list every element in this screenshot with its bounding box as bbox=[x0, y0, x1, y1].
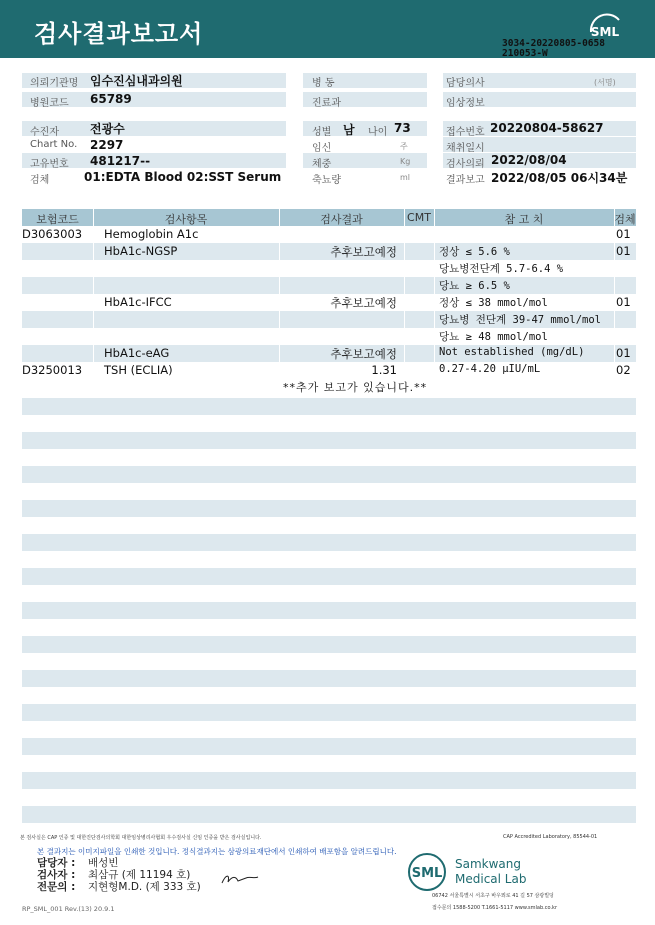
hospital-code-label: 병원코드 bbox=[30, 98, 69, 109]
specialist-name: 지현형M.D. (제 333 호) bbox=[88, 881, 201, 893]
header-cmt: CMT bbox=[407, 211, 431, 224]
chart-no-value: 2297 bbox=[90, 138, 124, 152]
cell-reference: 당뇨병전단계 5.7-6.4 % bbox=[439, 263, 564, 275]
weight-unit: Kg bbox=[400, 157, 411, 166]
specimen-value: 01:EDTA Blood 02:SST Serum bbox=[84, 170, 282, 184]
weight-label: 체중 bbox=[312, 159, 332, 170]
receipt-label: 접수번호 bbox=[446, 127, 485, 138]
cell-specimen: 01 bbox=[616, 227, 631, 241]
ward-label: 병 동 bbox=[312, 78, 335, 89]
table-row-stripe bbox=[22, 585, 636, 602]
table-row-stripe bbox=[22, 534, 636, 551]
table-row-stripe bbox=[22, 619, 636, 636]
table-row-stripe bbox=[22, 398, 636, 415]
cell-test-item: HbA1c-eAG bbox=[104, 346, 170, 360]
manager-name: 배성빈 bbox=[88, 857, 119, 869]
table-row-stripe bbox=[22, 704, 636, 721]
table-row-stripe bbox=[22, 738, 636, 755]
request-date: 2022/08/04 bbox=[491, 153, 567, 167]
column-divider bbox=[404, 226, 405, 396]
institution-value: 임수진심내과의원 bbox=[90, 74, 183, 88]
institution-label: 의뢰기관명 bbox=[30, 78, 79, 89]
report-title: 검사결과보고서 bbox=[34, 20, 204, 48]
cell-reference: 당뇨 ≥ 6.5 % bbox=[439, 280, 510, 292]
column-divider bbox=[93, 226, 94, 396]
table-row-stripe bbox=[22, 415, 636, 432]
request-label: 검사의뢰 bbox=[446, 159, 485, 170]
cell-reference: Not established (mg/dL) bbox=[439, 346, 585, 358]
pregnancy-unit: 주 bbox=[400, 142, 408, 151]
report-id-line-2: 210053-W bbox=[502, 48, 548, 59]
lab-contact: 접수문의 1588-5200 T.1661-5117 www.smlab.co.kr bbox=[432, 905, 557, 911]
header-reference: 참 고 치 bbox=[504, 213, 544, 226]
cell-specimen: 01 bbox=[616, 346, 631, 360]
collect-label: 채취일시 bbox=[446, 143, 485, 154]
svg-text:SML: SML bbox=[411, 866, 443, 881]
patient-name: 전광수 bbox=[90, 122, 125, 136]
clinical-info-label: 임상정보 bbox=[446, 98, 485, 109]
cell-result: 추후보고예정 bbox=[330, 296, 397, 310]
cap-accreditation: CAP Accredited Laboratory, 85544-01 bbox=[503, 834, 598, 840]
cell-reference: 당뇨병 전단계 39-47 mmol/mol bbox=[439, 314, 602, 326]
svg-text:Medical Lab: Medical Lab bbox=[455, 872, 527, 886]
lab-address: 06742 서울특별시 서초구 바우뫼로 41 길 57 삼광빌딩 bbox=[432, 893, 554, 899]
table-row-stripe bbox=[22, 568, 636, 585]
cell-reference: 정상 ≤ 5.6 % bbox=[439, 246, 510, 258]
cell-insurance-code: D3250013 bbox=[22, 363, 83, 377]
specimen-label: 검체 bbox=[30, 175, 50, 186]
accreditation-note: 본 검사실은 CAP 인증 및 대한진단검사의학회 대한임상병리사협회 우수검사실 신임 인증을 받은 검사실입니다. bbox=[20, 835, 262, 841]
svg-text:Samkwang: Samkwang bbox=[455, 857, 521, 871]
table-row-stripe bbox=[22, 772, 636, 789]
cell-test-item: HbA1c-NGSP bbox=[104, 244, 178, 258]
table-row-stripe bbox=[22, 517, 636, 534]
hospital-code-value: 65789 bbox=[90, 92, 132, 106]
table-row-stripe bbox=[22, 466, 636, 483]
signature-icon bbox=[220, 870, 260, 886]
info-bar bbox=[22, 121, 286, 136]
column-divider bbox=[434, 226, 435, 396]
chart-no-label: Chart No. bbox=[30, 139, 78, 150]
cell-test-item: Hemoglobin A1c bbox=[104, 227, 199, 241]
doctor-signature-note: (서명) bbox=[594, 78, 616, 87]
receipt-value: 20220804-58627 bbox=[490, 121, 604, 135]
table-row-stripe bbox=[22, 721, 636, 738]
cell-result: 1.31 bbox=[371, 363, 397, 377]
cell-result: 추후보고예정 bbox=[330, 347, 397, 361]
report-date: 2022/08/05 06시34분 bbox=[491, 171, 628, 185]
header-insurance-code: 보험코드 bbox=[36, 213, 79, 226]
cell-insurance-code: D3063003 bbox=[22, 227, 83, 241]
header-specimen: 검체 bbox=[614, 213, 636, 226]
official-report-notice: 본 결과지는 이미지파일을 인쇄한 것입니다. 정식결과지는 삼광의료재단에서 인쇄하여 배포함을 알려드립니다. bbox=[37, 847, 397, 856]
cell-test-item: TSH (ECLIA) bbox=[104, 363, 173, 377]
table-row-stripe bbox=[22, 670, 636, 687]
additional-report-note: **추가 보고가 있습니다.** bbox=[283, 381, 428, 394]
table-row-stripe bbox=[22, 449, 636, 466]
sex-label: 성별 bbox=[312, 127, 332, 138]
table-row-stripe bbox=[22, 602, 636, 619]
header-result: 검사결과 bbox=[320, 213, 363, 226]
svg-text:SML: SML bbox=[590, 25, 620, 39]
table-row-stripe bbox=[22, 277, 636, 294]
table-row-stripe bbox=[22, 636, 636, 653]
table-row-stripe bbox=[22, 432, 636, 449]
samkwang-logo-icon bbox=[405, 848, 585, 893]
patient-label: 수진자 bbox=[30, 127, 59, 138]
form-revision: RP_SML_001 Rev.(13) 20.9.1 bbox=[22, 905, 115, 913]
cell-reference: 0.27-4.20 μIU/mL bbox=[439, 363, 541, 375]
tester-label: 검사자 : bbox=[37, 869, 76, 881]
table-row-stripe bbox=[22, 755, 636, 772]
header-test-item: 검사항목 bbox=[164, 213, 208, 226]
table-row-stripe bbox=[22, 789, 636, 806]
age-value: 73 bbox=[394, 121, 411, 135]
cell-specimen: 02 bbox=[616, 363, 631, 377]
manager-label: 담당자 : bbox=[37, 857, 76, 869]
table-row-stripe bbox=[22, 500, 636, 517]
sex-value: 남 bbox=[343, 123, 355, 137]
cell-test-item: HbA1c-IFCC bbox=[104, 295, 172, 309]
table-row-stripe bbox=[22, 687, 636, 704]
unique-id-label: 고유번호 bbox=[30, 159, 69, 170]
unique-id-value: 481217-- bbox=[90, 154, 151, 168]
cell-reference: 정상 ≤ 38 mmol/mol bbox=[439, 297, 548, 309]
report-label: 결과보고 bbox=[446, 175, 485, 186]
cell-result: 추후보고예정 bbox=[330, 245, 397, 259]
pregnancy-label: 임신 bbox=[312, 143, 332, 154]
urine-unit: ml bbox=[400, 173, 411, 182]
specialist-label: 전문의 : bbox=[37, 881, 76, 893]
table-row-stripe bbox=[22, 806, 636, 823]
table-row-stripe bbox=[22, 653, 636, 670]
column-divider bbox=[614, 226, 615, 396]
cell-specimen: 01 bbox=[616, 295, 631, 309]
tester-name: 최삼규 (제 11194 호) bbox=[88, 869, 191, 881]
urine-label: 축뇨량 bbox=[312, 175, 341, 186]
dept-label: 진료과 bbox=[312, 98, 341, 109]
table-row-stripe bbox=[22, 483, 636, 500]
age-label: 나이 bbox=[368, 127, 388, 138]
cell-reference: 당뇨 ≥ 48 mmol/mol bbox=[439, 331, 548, 343]
table-row-stripe bbox=[22, 551, 636, 568]
cell-specimen: 01 bbox=[616, 244, 631, 258]
doctor-label: 담당의사 bbox=[446, 78, 485, 89]
report-id-line-1: 3034-20220805-0658 bbox=[502, 38, 605, 49]
